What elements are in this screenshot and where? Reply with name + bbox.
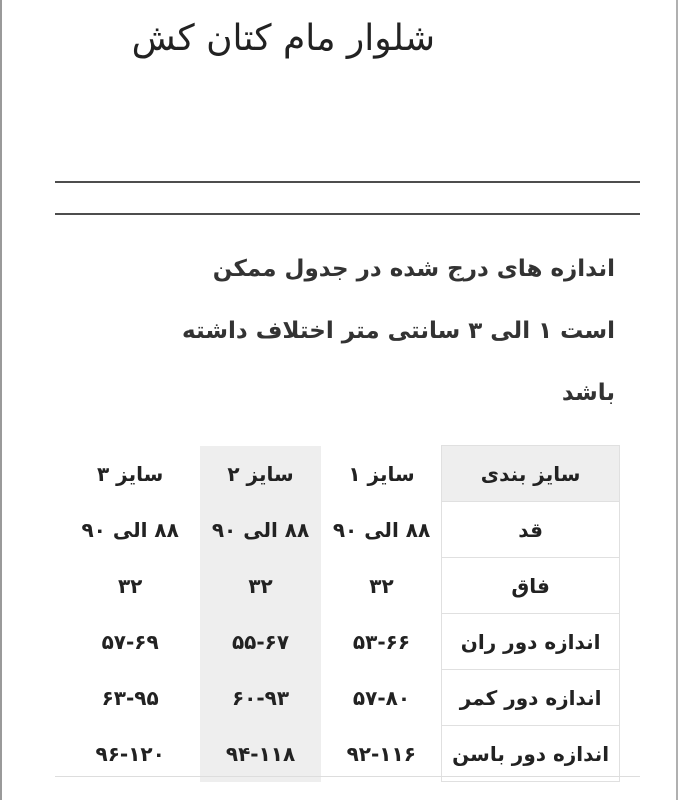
- size-note-line: اندازه های درج شده در جدول ممکن: [212, 256, 615, 282]
- cell-size-2: ۹۴-۱۱۸: [200, 726, 321, 782]
- table-row: [61, 502, 620, 558]
- cell-size-3: ۳۲: [61, 558, 200, 614]
- row-label-waist: اندازه دور کمر: [442, 670, 620, 726]
- product-title: شلوار مام کتان کش: [131, 18, 435, 59]
- cell-size-3: ۹۶-۱۲۰: [61, 726, 200, 782]
- header-size-2: سایز ۲: [200, 446, 321, 502]
- divider: [55, 181, 640, 183]
- header-size-1: سایز ۱: [321, 446, 441, 502]
- cell-size-3: ۵۷-۶۹: [61, 614, 200, 670]
- table-row: [61, 614, 620, 670]
- cell-size-1: ۵۳-۶۶: [321, 614, 441, 670]
- row-label-hip: اندازه دور باسن: [442, 726, 620, 782]
- divider: [55, 776, 640, 777]
- cell-size-3: ۶۳-۹۵: [61, 670, 200, 726]
- size-note-line: است ۱ الی ۳ سانتی متر اختلاف داشته: [182, 318, 615, 344]
- table-row: [61, 670, 620, 726]
- row-label-rise: فاق: [442, 558, 620, 614]
- size-note-line: باشد: [561, 380, 615, 406]
- row-label-thigh: اندازه دور ران: [442, 614, 620, 670]
- frame-border-left: [0, 0, 2, 800]
- cell-size-2: ۸۸ الی ۹۰: [200, 502, 321, 558]
- divider: [55, 213, 640, 215]
- cell-size-2: ۳۲: [200, 558, 321, 614]
- cell-size-2: ۶۰-۹۳: [200, 670, 321, 726]
- row-label-height: قد: [442, 502, 620, 558]
- cell-size-1: ۳۲: [321, 558, 441, 614]
- header-size-label: سایز بندی: [442, 446, 620, 502]
- cell-size-1: ۹۲-۱۱۶: [321, 726, 441, 782]
- size-chart-table: [60, 445, 620, 782]
- table-header-row: [61, 446, 620, 502]
- cell-size-1: ۸۸ الی ۹۰: [321, 502, 441, 558]
- cell-size-1: ۵۷-۸۰: [321, 670, 441, 726]
- table-row: [61, 726, 620, 782]
- cell-size-2: ۵۵-۶۷: [200, 614, 321, 670]
- cell-size-3: ۸۸ الی ۹۰: [61, 502, 200, 558]
- header-size-3: سایز ۳: [61, 446, 200, 502]
- table-row: [61, 558, 620, 614]
- size-note: [55, 238, 615, 424]
